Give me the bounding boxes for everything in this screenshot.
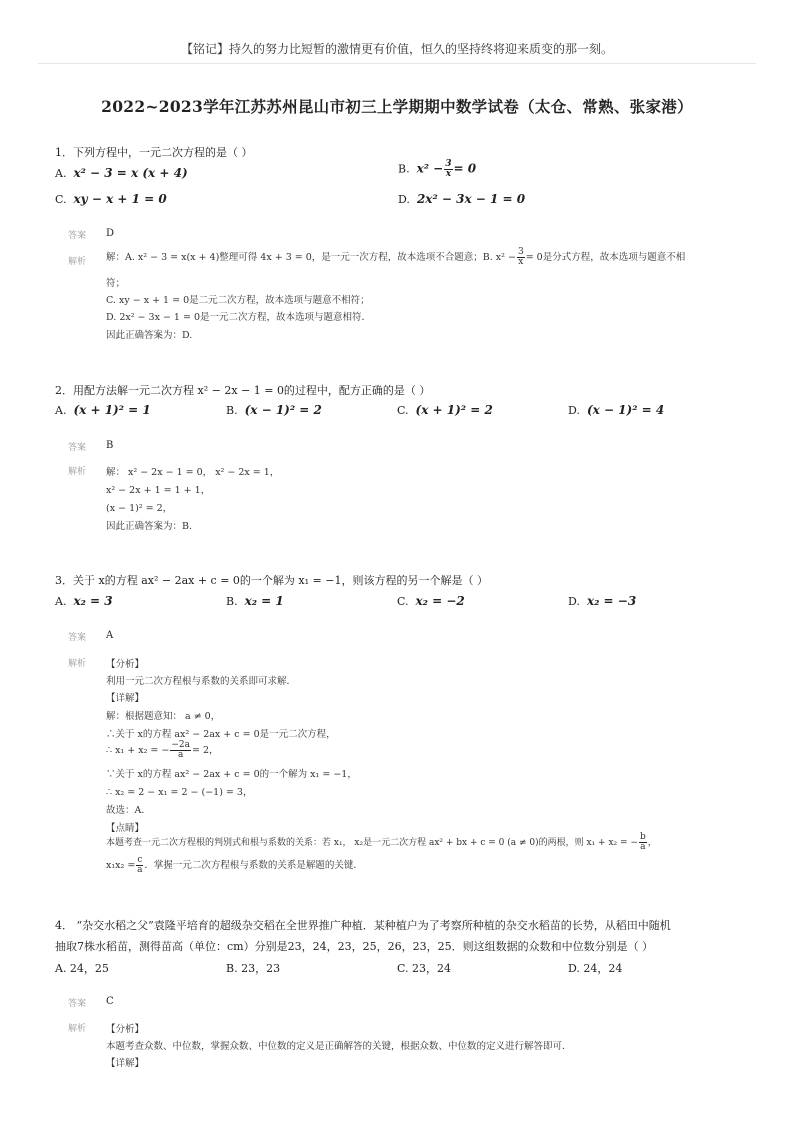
q3-analysis-line-6: ∴ x₁ + x₂ = − $\frac{-2a}{a}$ = 2， bbox=[106, 740, 219, 760]
q4-option-c: C. 23，24 bbox=[397, 962, 452, 975]
q1-analysis-line-1: 解：A. x² − 3 = x(x + 4)整理可得 4x + 3 = 0，是一元一次方程，故本选项不合题意；B. x² − $\frac{3}{x}$ = 0是分式方程，故本选项与题意不相 bbox=[106, 247, 686, 267]
q1-analysis-label: 解析 bbox=[68, 257, 87, 267]
q1-analysis-line-4: D. 2x² − 3x − 1 = 0是一元二次方程，故本选项与题意相符． bbox=[106, 312, 372, 323]
q4-stem-line-2: 抽取7株水稻苗，测得苗高（单位：cm）分别是23，24，23，25，26，23，25．则这组数据的众数和中位数分别是（ ） bbox=[55, 940, 654, 953]
q4-option-a: A. 24，25 bbox=[55, 962, 109, 975]
q2-option-a: A. (x + 1)² = 1 bbox=[55, 403, 151, 417]
q3-stem: 3．关于 x的方程 ax² − 2ax + c = 0的一个解为 x₁ = −1，则该方程的另一个解是（ ） bbox=[55, 574, 488, 587]
q3-option-d: D. x₂ = −3 bbox=[568, 594, 637, 608]
q1-stem: 1．下列方程中，一元二次方程的是（ ） bbox=[55, 146, 253, 159]
q4-answer-label: 答案 bbox=[68, 999, 87, 1009]
q4-answer: C bbox=[106, 996, 114, 1007]
q3-answer-label: 答案 bbox=[68, 633, 87, 643]
q3-answer: A bbox=[106, 630, 114, 641]
q3-analysis-line-8: ∴ x₂ = 2 − x₁ = 2 − (−1) = 3， bbox=[106, 787, 253, 798]
q4-analysis-line-3: 【详解】 bbox=[106, 1058, 145, 1069]
q3-analysis-line-3: 【详解】 bbox=[106, 693, 145, 704]
q2-analysis-line-3: (x − 1)² = 2， bbox=[106, 503, 173, 514]
q1-analysis-line-5: 因此正确答案为：D. bbox=[106, 330, 193, 341]
q4-analysis-line-2: 本题考查众数、中位数，掌握众数、中位数的定义是正确解答的关键，根据众数、中位数的定义进行解答即可． bbox=[106, 1041, 572, 1052]
q2-stem: 2．用配方法解一元二次方程 x² − 2x − 1 = 0的过程中，配方正确的是（ ） bbox=[55, 384, 431, 397]
q4-stem-line-1: 4． “杂交水稻之父”袁隆平培育的超级杂交稻在全世界推广种植．某种植户为了考察所种植的杂交水稻苗的长势，从稻田中随机 bbox=[55, 919, 671, 932]
q2-option-d: D. (x − 1)² = 4 bbox=[568, 403, 665, 417]
q3-analysis-label: 解析 bbox=[68, 659, 87, 669]
q2-option-c: C. (x + 1)² = 2 bbox=[397, 403, 493, 417]
q1-option-a: A. x² − 3 = x (x + 4) bbox=[55, 166, 188, 180]
q3-analysis-line-1: 【分析】 bbox=[106, 659, 145, 670]
q2-analysis-line-4: 因此正确答案为：B. bbox=[106, 521, 193, 532]
q3-analysis-line-7: ∵关于 x的方程 ax² − 2ax + c = 0的一个解为 x₁ = −1， bbox=[106, 769, 357, 780]
q1-option-d: D. 2x² − 3x − 1 = 0 bbox=[398, 192, 526, 206]
q3-analysis-line-4: 解：根据题意知： a ≠ 0， bbox=[106, 711, 221, 722]
q2-answer-label: 答案 bbox=[68, 443, 87, 453]
q2-analysis-line-2: x² − 2x + 1 = 1 + 1， bbox=[106, 485, 211, 496]
q3-analysis-line-11: 本题考查一元二次方程根的判别式和根与系数的关系：若 x₁， x₂是一元二次方程 ax² + bx + c = 0 (a ≠ 0)的两根，则 x₁ + x₂ = − $\frac{b}{a}$ ， bbox=[106, 832, 657, 852]
q2-option-b: B. (x − 1)² = 2 bbox=[226, 403, 322, 417]
q1-answer: D bbox=[106, 228, 115, 239]
page-title: 2022~2023学年江苏苏州昆山市初三上学期期中数学试卷（太仓、常熟、张家港） bbox=[101, 97, 693, 116]
q4-analysis-line-1: 【分析】 bbox=[106, 1024, 145, 1035]
header-divider bbox=[38, 63, 756, 64]
q1-analysis-line-3: C. xy − x + 1 = 0是二元二次方程，故本选项与题意不相符； bbox=[106, 295, 370, 306]
q4-option-d: D. 24，24 bbox=[568, 962, 623, 975]
q3-option-c: C. x₂ = −2 bbox=[397, 594, 465, 608]
q3-analysis-line-2: 利用一元二次方程根与系数的关系即可求解． bbox=[106, 676, 297, 687]
q2-answer: B bbox=[106, 440, 114, 451]
q1-answer-label: 答案 bbox=[68, 231, 87, 241]
q2-analysis-label: 解析 bbox=[68, 467, 87, 477]
q4-analysis-label: 解析 bbox=[68, 1024, 87, 1034]
motto-banner: 【铭记】持久的努力比短暂的激情更有价值，恒久的坚持终将迎来质变的那一刻。 bbox=[180, 42, 613, 56]
q3-analysis-line-9: 故选：A． bbox=[106, 805, 151, 816]
q3-option-a: A. x₂ = 3 bbox=[55, 594, 113, 608]
q3-analysis-line-5: ∴关于 x的方程 ax² − 2ax + c = 0是一元二次方程， bbox=[106, 729, 336, 740]
q3-option-b: B. x₂ = 1 bbox=[226, 594, 284, 608]
q1-option-b: B. x² − $\frac{3}{x}$ = 0 bbox=[398, 159, 477, 179]
q3-analysis-line-12: x₁x₂ = $\frac{c}{a}$ ．掌握一元二次方程根与系数的关系是解题的关键． bbox=[106, 855, 363, 875]
q4-option-b: B. 23，23 bbox=[226, 962, 281, 975]
q2-analysis-line-1: 解： x² − 2x − 1 = 0， x² − 2x = 1， bbox=[106, 467, 280, 478]
q1-option-c: C. xy − x + 1 = 0 bbox=[55, 192, 167, 206]
q1-analysis-line-2: 符； bbox=[106, 278, 126, 289]
q3-analysis-line-10: 【点睛】 bbox=[106, 823, 145, 834]
